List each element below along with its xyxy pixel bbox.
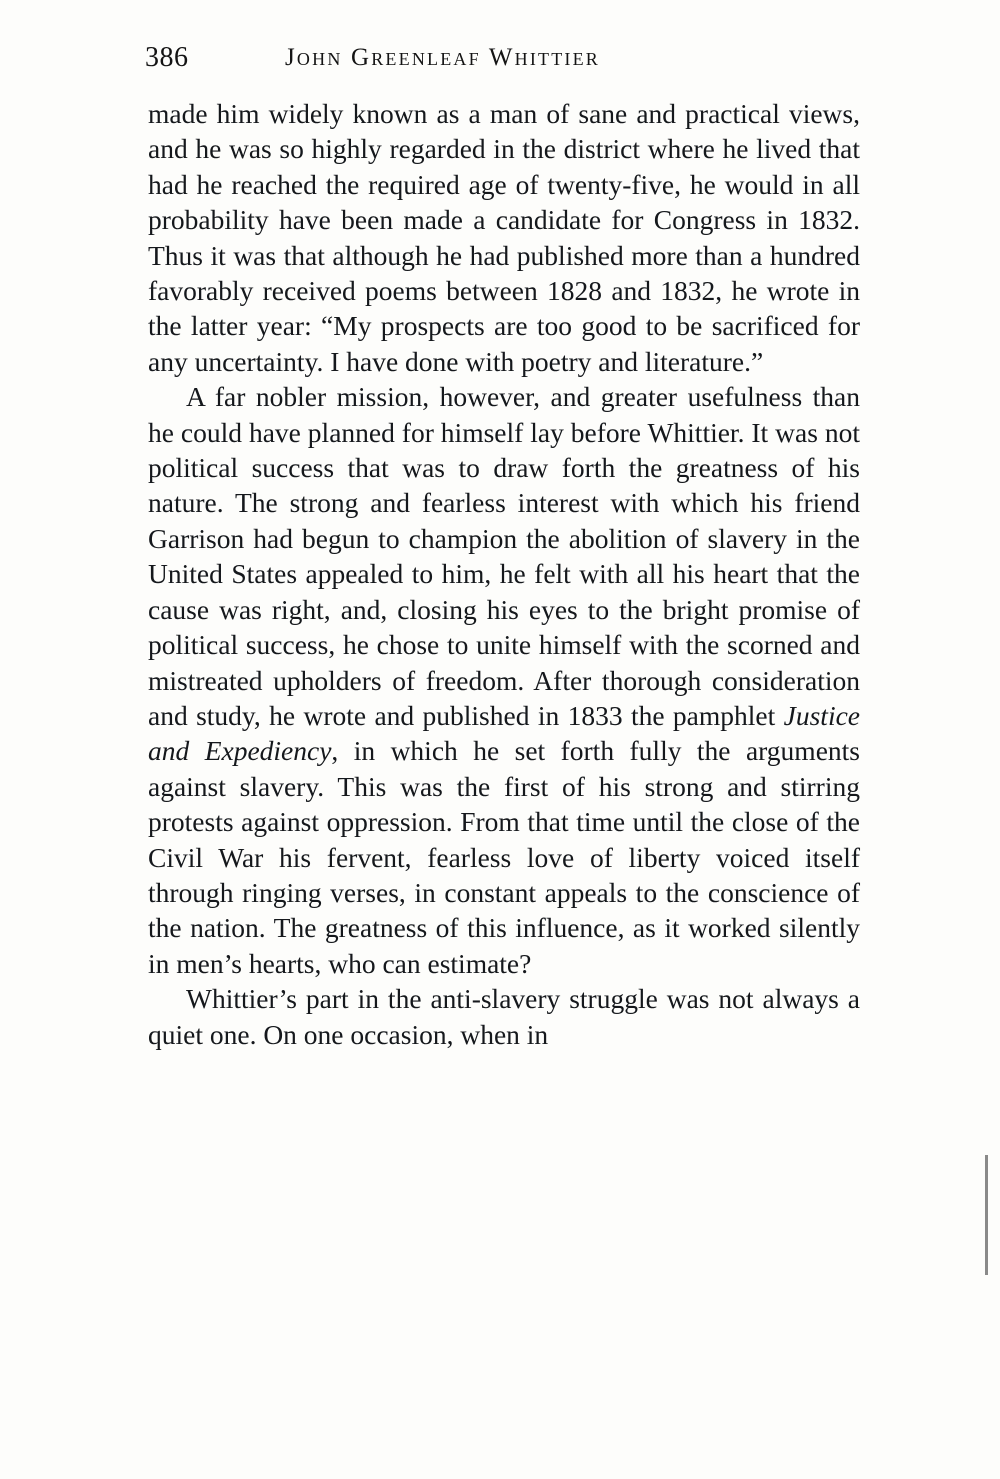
italic-title: Justice and Expediency (148, 699, 860, 767)
running-head (145, 42, 855, 82)
paragraph (148, 379, 860, 981)
paragraph (148, 96, 860, 379)
body-text (148, 96, 860, 1052)
paragraph (148, 981, 860, 1052)
text-run: , in which he set forth fully the arguments against slavery. This was the first of his strong and stirring protests against oppression. From that time until the close of the Civil War his fervent, fearless love of liberty voiced itself through ringing verses, in constant appeals to the conscience of the nation. The greatness of this influence, as it worked silently in men’s hearts, who can estimate? (148, 735, 860, 979)
text-run: A far nobler mission, however, and greater usefulness than he could have planned for himself lay before Whittier. It was not political success that was to draw forth the greatness of his nature. The strong and fearless interest with which his friend Garrison had begun to champion the abolition of slavery in the United States appealed to him, he felt with all his heart that the cause was right, and, closing his eyes to the bright promise of political success, he chose to unite himself with the scorned and mistreated upholders of freedom. After thorough consideration and study, he wrote and published in 1833 the pamphlet (148, 381, 860, 731)
page-number: 386 (145, 42, 189, 73)
scan-edge-mark (985, 1155, 988, 1275)
text-run: Whittier’s part in the anti-slavery struggle was not always a quiet one. On one occasion, when in (148, 983, 860, 1050)
running-head-title: John Greenleaf Whittier (285, 44, 600, 71)
text-run: made him widely known as a man of sane and practical views, and he was so highly regarded in the district where he lived that had he reached the required age of twenty-five, he would in all probability have been made a candidate for Congress in 1832. Thus it was that although he had published more than a hundred favorably received poems between 1828 and 1832, he wrote in the latter year: “My prospects are too good to be sacrificed for any uncertainty. I have done with poetry and literature.” (148, 98, 860, 377)
